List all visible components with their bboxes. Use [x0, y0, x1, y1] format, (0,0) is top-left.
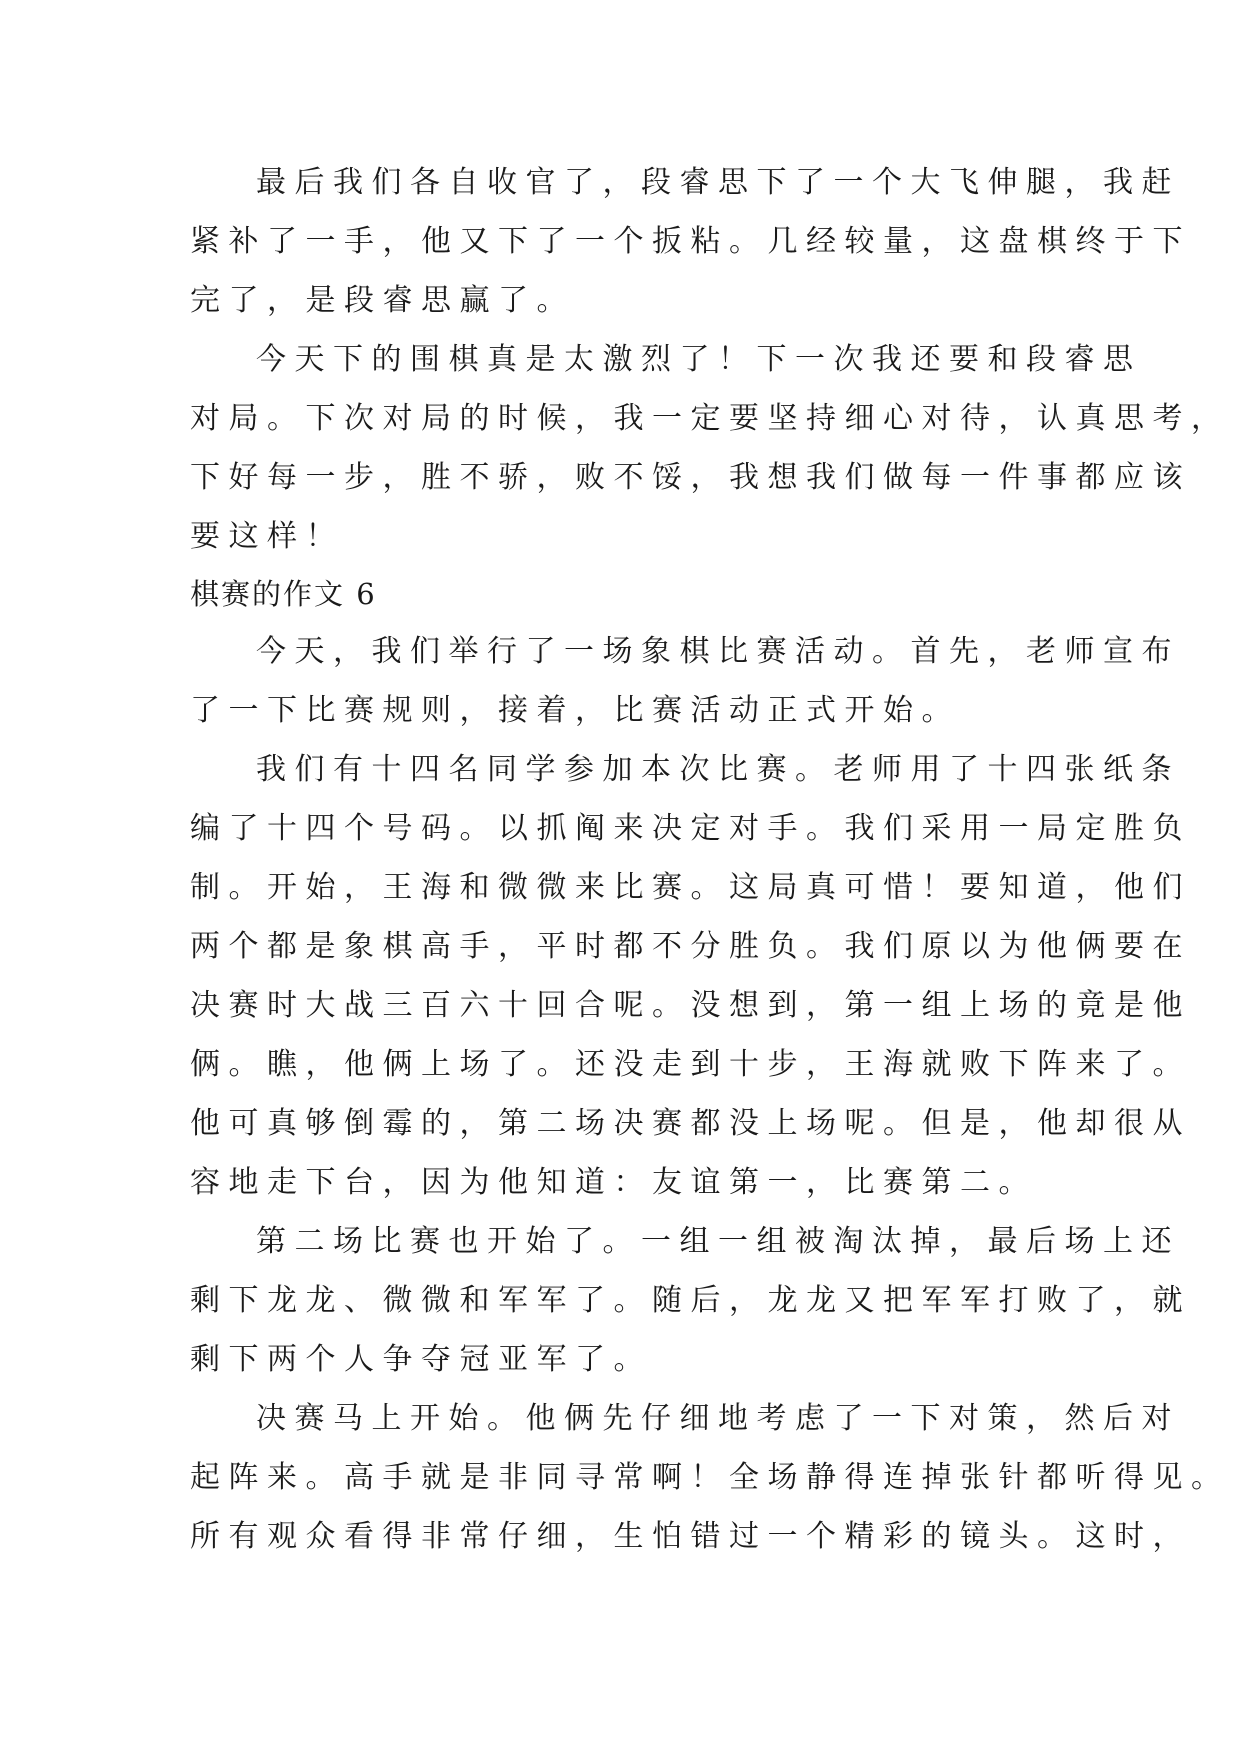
text-line: 决赛马上开始。他俩先仔细地考虑了一下对策，然后对: [256, 1401, 1180, 1436]
text-line: 两个都是象棋高手，平时都不分胜负。我们原以为他俩要在: [190, 929, 1191, 964]
text-line: 今天，我们举行了一场象棋比赛活动。首先，老师宣布: [256, 634, 1180, 669]
section-heading: 棋赛的作文 6: [190, 577, 377, 611]
paragraph: [190, 153, 1191, 330]
text-line: 下好每一步，胜不骄，败不馁，我想我们做每一件事都应该: [190, 460, 1191, 495]
text-line: 今天下的围棋真是太激烈了！下一次我还要和段睿思: [256, 342, 1142, 377]
paragraph: [190, 622, 1180, 740]
text-line: 完了，是段睿思赢了。: [190, 283, 575, 318]
text-line: 容地走下台，因为他知道：友谊第一，比赛第二。: [190, 1165, 1037, 1200]
text-line: 了一下比赛规则，接着，比赛活动正式开始。: [190, 693, 960, 728]
paragraph: [190, 1389, 1230, 1566]
text-line: 要这样！: [190, 519, 344, 554]
essay-body: [190, 153, 1230, 1566]
paragraph: [190, 330, 1230, 566]
paragraph: [190, 740, 1191, 1212]
text-line: 起阵来。高手就是非同寻常啊！全场静得连掉张针都听得见。: [190, 1460, 1230, 1495]
text-line: 编了十四个号码。以抓阄来决定对手。我们采用一局定胜负: [190, 811, 1191, 846]
text-line: 我们有十四名同学参加本次比赛。老师用了十四张纸条: [256, 752, 1180, 787]
text-line: 他可真够倒霉的，第二场决赛都没上场呢。但是，他却很从: [190, 1106, 1191, 1141]
text-line: 所有观众看得非常仔细，生怕错过一个精彩的镜头。这时，: [190, 1519, 1191, 1554]
text-line: 第二场比赛也开始了。一组一组被淘汰掉，最后场上还: [256, 1224, 1180, 1259]
text-line: 最后我们各自收官了，段睿思下了一个大飞伸腿，我赶: [256, 165, 1180, 200]
text-line: 对局。下次对局的时候，我一定要坚持细心对待，认真思考，: [190, 401, 1230, 436]
text-line: 剩下龙龙、微微和军军了。随后，龙龙又把军军打败了，就: [190, 1283, 1191, 1318]
text-line: 制。开始，王海和微微来比赛。这局真可惜！要知道，他们: [190, 870, 1191, 905]
text-line: 决赛时大战三百六十回合呢。没想到，第一组上场的竟是他: [190, 988, 1191, 1023]
paragraph: [190, 1212, 1191, 1389]
text-line: 紧补了一手，他又下了一个扳粘。几经较量，这盘棋终于下: [190, 224, 1191, 259]
text-line: 俩。瞧，他俩上场了。还没走到十步，王海就败下阵来了。: [190, 1047, 1191, 1082]
text-line: 剩下两个人争夺冠亚军了。: [190, 1342, 652, 1377]
